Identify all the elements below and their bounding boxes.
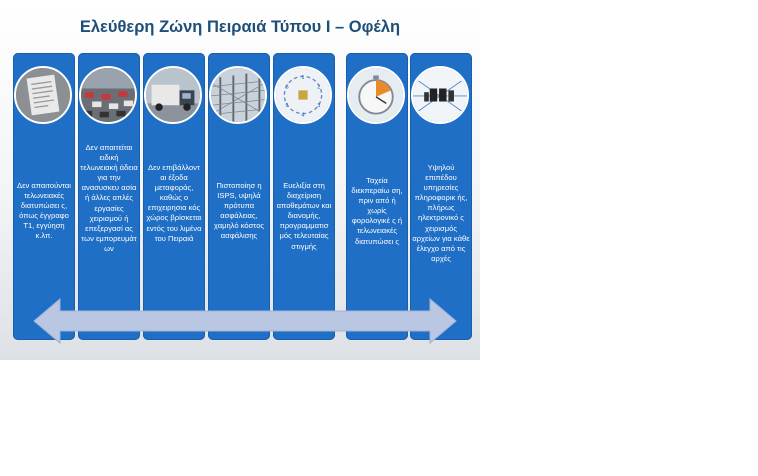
svg-text:2: 2	[316, 84, 321, 91]
document-form-icon	[14, 66, 72, 124]
benefit-text-2: Δεν απαιτείται ειδική τελωνειακή άδεια για την ανασυσκευ ασία ή άλλες απλές εργασίες χειρισμού ή επεξεργασί ας των εμπορευμάτ ων	[80, 143, 138, 253]
stopwatch-icon	[347, 66, 405, 124]
svg-text:3: 3	[316, 103, 321, 110]
process-diagram-icon	[274, 66, 332, 124]
security-fence-icon	[209, 66, 267, 124]
it-network-icon	[411, 66, 469, 124]
benefit-text-6: Ταχεία διεκπεραίω ση, πριν από ή χωρίς φορολογικέ ς ή τελωνειακές διατυπώσει ς	[351, 176, 403, 246]
car-parking-icon	[79, 66, 137, 124]
benefit-text-3: Δεν επιβάλλοντ αι έξοδα μεταφοράς, καθώς ο επιχειρησια κός χώρος βρίσκεται εντός του λιμένα του Πειραιά	[146, 163, 202, 243]
benefit-text-5: Ευελιξία στη διαχείριση αποθεμάτων και διανομής, προγραμματισ μός τελευταίας στιγμής	[276, 181, 332, 251]
svg-text:5: 5	[285, 103, 289, 110]
svg-text:6: 6	[285, 84, 289, 91]
double-headed-arrow	[30, 296, 460, 346]
svg-text:1: 1	[301, 75, 305, 82]
slide	[0, 0, 480, 360]
truck-icon	[144, 66, 202, 124]
benefit-text-4: Πιστοποίησ η ISPS, υψηλά πρότυπα ασφάλειας, χαμηλό κόστος ασφάλισης	[213, 181, 265, 241]
benefit-text-1: Δεν απαιτούνται τελωνειακές διατυπώσει ς, όπως έγγραφο Τ1, εγγύηση κ.λπ.	[17, 181, 71, 241]
svg-text:4: 4	[301, 112, 305, 119]
benefit-text-7: Υψηλού επιπέδου υπηρεσίες πληροφορικ ής, πλήρως ηλεκτρονικό ς χειρισμός αρχείων για κάθε έλεγχο από τις αρχές	[412, 163, 470, 263]
slide-title: Ελεύθερη Ζώνη Πειραιά Τύπου Ι – Οφέλη	[79, 18, 401, 36]
